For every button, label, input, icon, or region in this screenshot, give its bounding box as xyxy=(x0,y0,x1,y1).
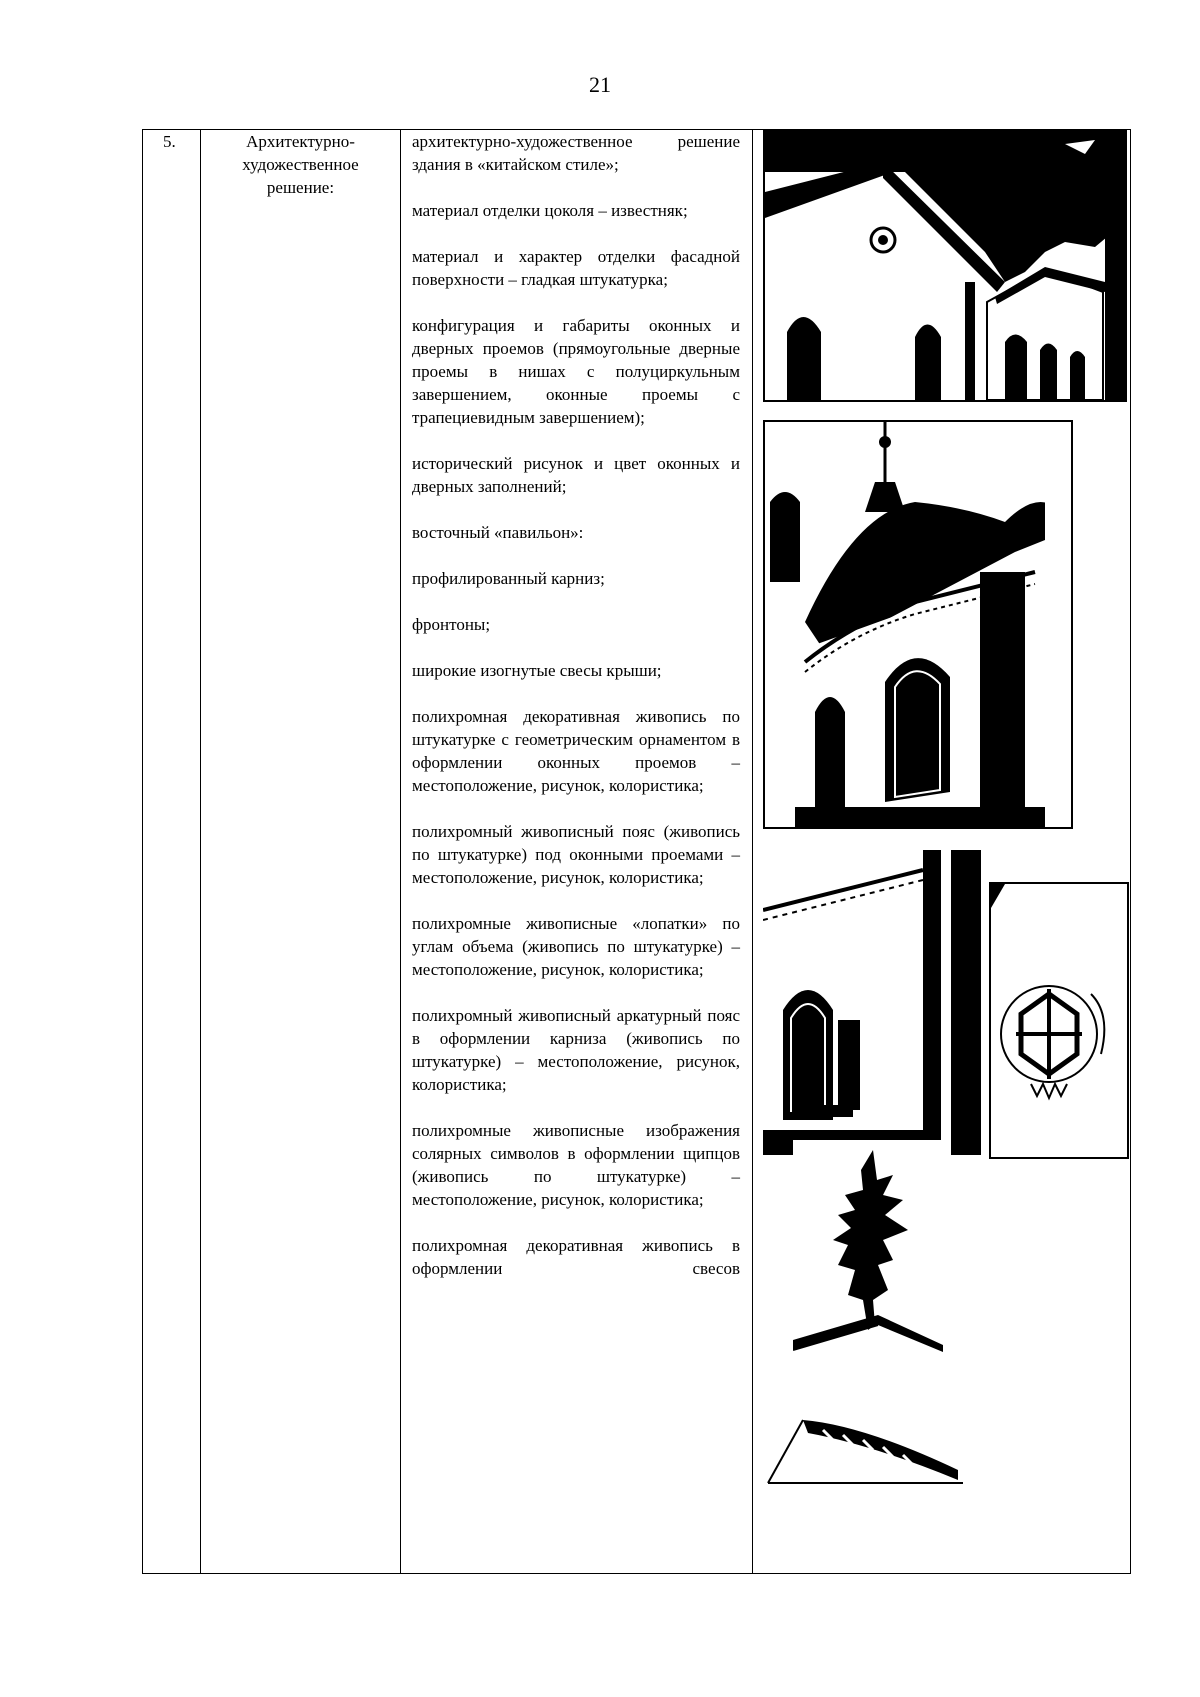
photo-roof-eave-detail xyxy=(763,1415,963,1485)
feature-item: широкие изогнутые свесы крыши; xyxy=(412,661,662,680)
photo-building-facade-gable xyxy=(763,130,1127,402)
photo-window-and-pilaster xyxy=(763,850,981,1155)
features-list xyxy=(401,130,753,1574)
feature-item: полихромная декоративная живопись в оформлении свесов xyxy=(412,1236,740,1278)
photo-solar-symbol-ornament xyxy=(989,882,1129,1159)
feature-item: восточный «павильон»: xyxy=(412,523,584,542)
feature-item: полихромная декоративная живопись по штукатурке с геометрическим орнаментом в оформлении оконных проемов – местоположение, рисунок, колористика; xyxy=(412,707,740,795)
feature-item: конфигурация и габариты оконных и дверных проемов (прямоугольные дверные проемы в нишах с полуциркульным завершением, оконные проемы с трапециевидным завершением); xyxy=(412,316,740,427)
row-title-line: художественное xyxy=(242,155,359,174)
feature-item: профилированный карниз; xyxy=(412,569,605,588)
features-table xyxy=(142,129,1131,1574)
page-number: 21 xyxy=(589,72,611,97)
feature-item: исторический рисунок и цвет оконных и дверных заполнений; xyxy=(412,454,740,496)
feature-item: полихромный живописный пояс (живопись по штукатурке) под оконными проемами – местоположение, рисунок, колористика; xyxy=(412,822,740,887)
feature-item: фронтоны; xyxy=(412,615,491,634)
photo-pavilion-corner-view xyxy=(763,420,1073,829)
feature-item: материал и характер отделки фасадной поверхности – гладкая штукатурка; xyxy=(412,247,740,289)
row-title-line: Архитектурно- xyxy=(246,132,355,151)
illustrations-cell xyxy=(753,130,1131,1574)
feature-item: полихромные живописные «лопатки» по углам объема (живопись по штукатурке) – местоположение, рисунок, колористика; xyxy=(412,914,740,979)
row-title xyxy=(201,130,401,1574)
feature-item: полихромные живописные изображения солярных символов в оформлении щипцов (живопись по штукатурке) – местоположение, рисунок, колористика; xyxy=(412,1121,740,1209)
row-title-line: решение: xyxy=(266,178,335,197)
feature-item: полихромный живописный аркатурный пояс в оформлении карниза (живопись по штукатурке) – местоположение, рисунок, колористика; xyxy=(412,1006,740,1094)
feature-item: архитектурно-художественное решение здания в «китайском стиле»; xyxy=(412,132,740,174)
feature-item: материал отделки цоколя – известняк; xyxy=(412,201,688,220)
photo-roof-finial-spire xyxy=(793,1140,943,1390)
row-number: 5. xyxy=(143,130,201,1574)
table-row xyxy=(143,130,1131,1574)
